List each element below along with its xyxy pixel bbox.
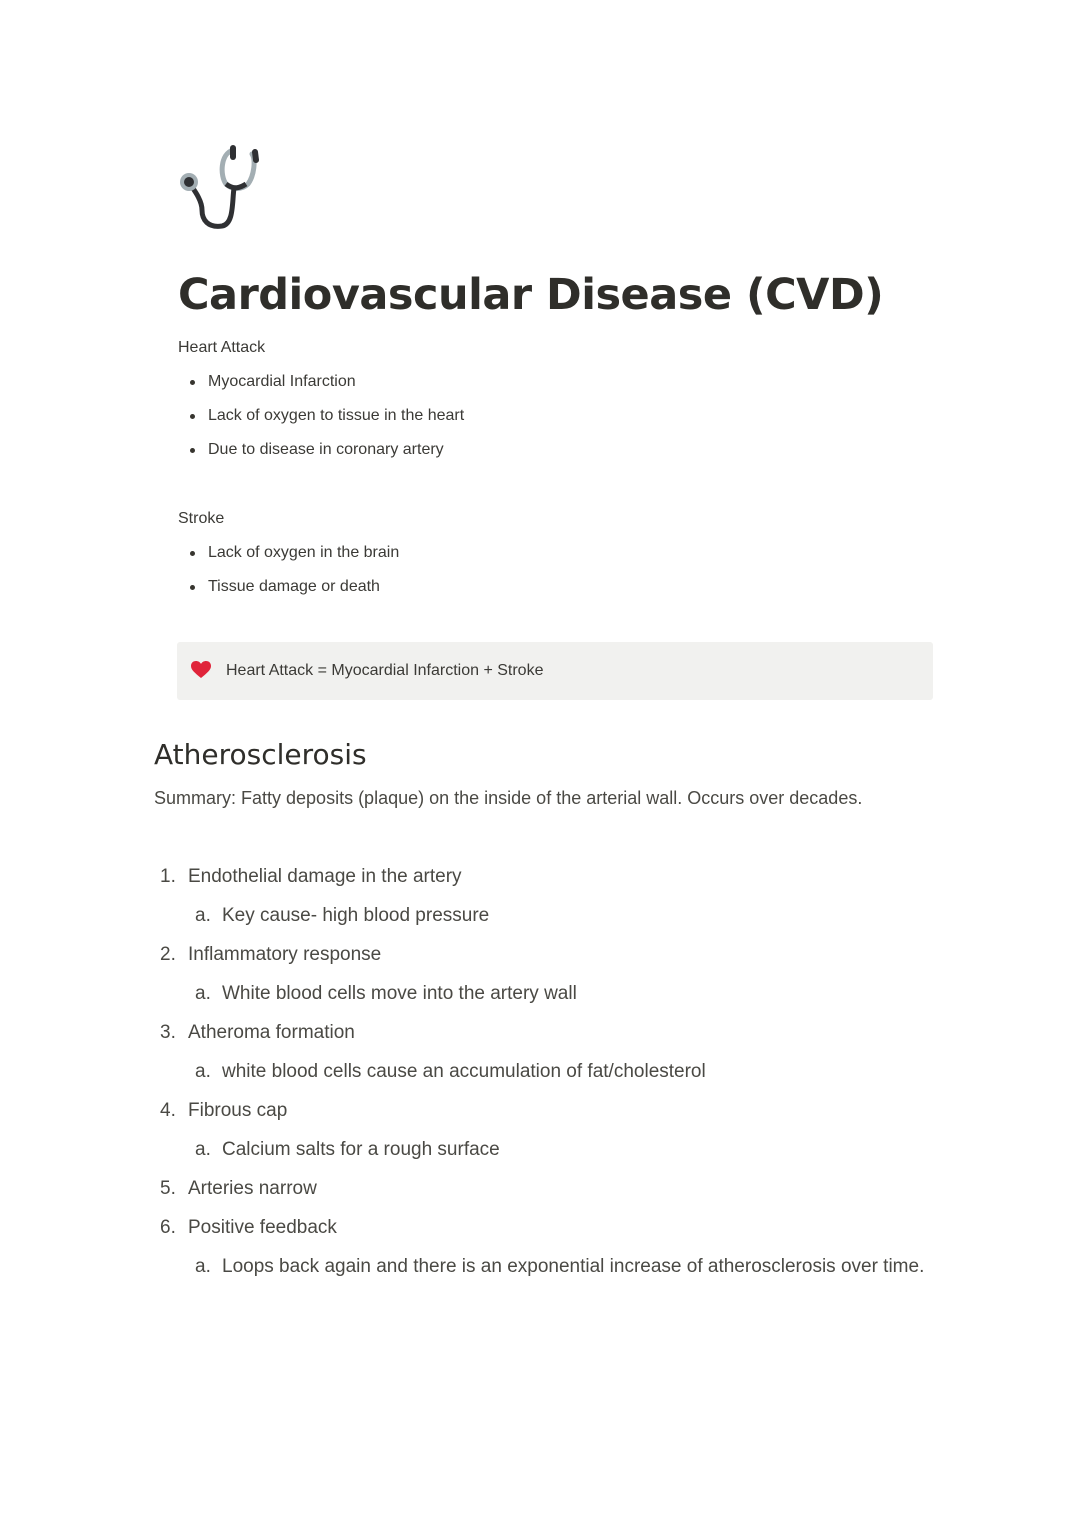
numbered-item (160, 1022, 355, 1044)
list-item: Tissue damage or death (208, 578, 380, 595)
item-text: white blood cells cause an accumulation of fat/cholesterol (222, 1061, 706, 1082)
item-text: Arteries narrow (188, 1178, 317, 1199)
list-marker: 6. (160, 1217, 176, 1238)
numbered-item (160, 866, 462, 888)
item-text: White blood cells move into the artery wall (222, 983, 577, 1004)
sub-item (195, 983, 577, 1005)
item-text: Loops back again and there is an exponential increase of atherosclerosis over time. (222, 1256, 925, 1277)
list-marker: 2. (160, 944, 176, 965)
numbered-item (160, 1178, 317, 1200)
item-text: Fibrous cap (188, 1100, 288, 1121)
list-item: Due to disease in coronary artery (208, 441, 444, 458)
item-text: Key cause- high blood pressure (222, 905, 490, 926)
sub-item (195, 1139, 500, 1161)
callout-text: Heart Attack = Myocardial Infarction + Stroke (226, 662, 544, 679)
stroke-label: Stroke (178, 510, 225, 527)
heart-attack-label: Heart Attack (178, 339, 266, 356)
item-text: Positive feedback (188, 1217, 337, 1238)
sub-item (195, 905, 490, 927)
sub-item (195, 1256, 925, 1278)
numbered-item (160, 944, 382, 966)
numbered-item (160, 1217, 337, 1239)
list-marker: a. (195, 905, 211, 926)
item-text: Endothelial damage in the artery (188, 866, 462, 887)
heart-icon (191, 661, 211, 684)
item-text: Calcium salts for a rough surface (222, 1139, 500, 1160)
section-heading: Atherosclerosis (154, 738, 367, 771)
list-item: Lack of oxygen to tissue in the heart (208, 407, 465, 424)
callout (177, 642, 933, 700)
list-item: Myocardial Infarction (208, 373, 356, 390)
list-marker: 1. (160, 866, 176, 887)
list-marker: 4. (160, 1100, 176, 1121)
list-marker: a. (195, 983, 211, 1004)
stethoscope-icon (176, 140, 268, 237)
list-marker: a. (195, 1139, 211, 1160)
item-text: Inflammatory response (188, 944, 382, 965)
numbered-item (160, 1100, 288, 1122)
sub-item (195, 1061, 706, 1083)
list-marker: 5. (160, 1178, 176, 1199)
summary-text: Summary: Fatty deposits (plaque) on the inside of the arterial wall. Occurs over decades. (154, 788, 863, 808)
page-title: Cardiovascular Disease (CVD) (178, 270, 884, 320)
list-marker: 3. (160, 1022, 176, 1043)
list-marker: a. (195, 1256, 211, 1277)
item-text: Atheroma formation (188, 1022, 355, 1043)
list-item: Lack of oxygen in the brain (208, 544, 400, 561)
list-marker: a. (195, 1061, 211, 1082)
